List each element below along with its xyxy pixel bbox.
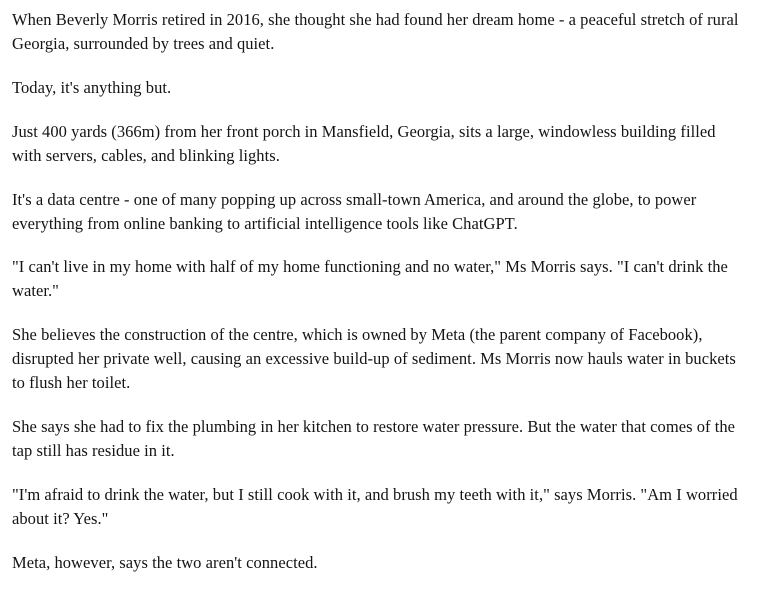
article-paragraph: "I'm afraid to drink the water, but I still cook with it, and brush my teeth with it," says Morris. "Am I worried about it? Yes." [12,484,738,528]
article-paragraph: "I can't live in my home with half of my home functioning and no water," Ms Morris says. "I can't drink the water." [12,257,728,301]
article-paragraph: Meta, however, says the two aren't connected. [12,552,318,572]
article-paragraph: Just 400 yards (366m) from her front porch in Mansfield, Georgia, sits a large, windowless building filled with servers, cables, and blinking lights. [12,121,716,165]
article-paragraph: When Beverly Morris retired in 2016, she thought she had found her dream home - a peaceful stretch of rural Georgia, surrounded by trees and quiet. [12,10,739,53]
article-paragraph: Today, it's anything but. [12,77,172,97]
article-paragraph: She says she had to fix the plumbing in her kitchen to restore water pressure. But the water that comes of the tap still has residue in it. [12,417,736,460]
article-paragraph: She believes the construction of the centre, which is owned by Meta (the parent company of Facebook), disrupted her private well, causing an excessive build-up of sediment. Ms Morris now hauls water in buckets to flush her toilet. [12,325,736,393]
article-paragraph: It's a data centre - one of many popping up across small-town America, and around the globe, to power everything from online banking to artificial intelligence tools like ChatGPT. [12,189,697,233]
